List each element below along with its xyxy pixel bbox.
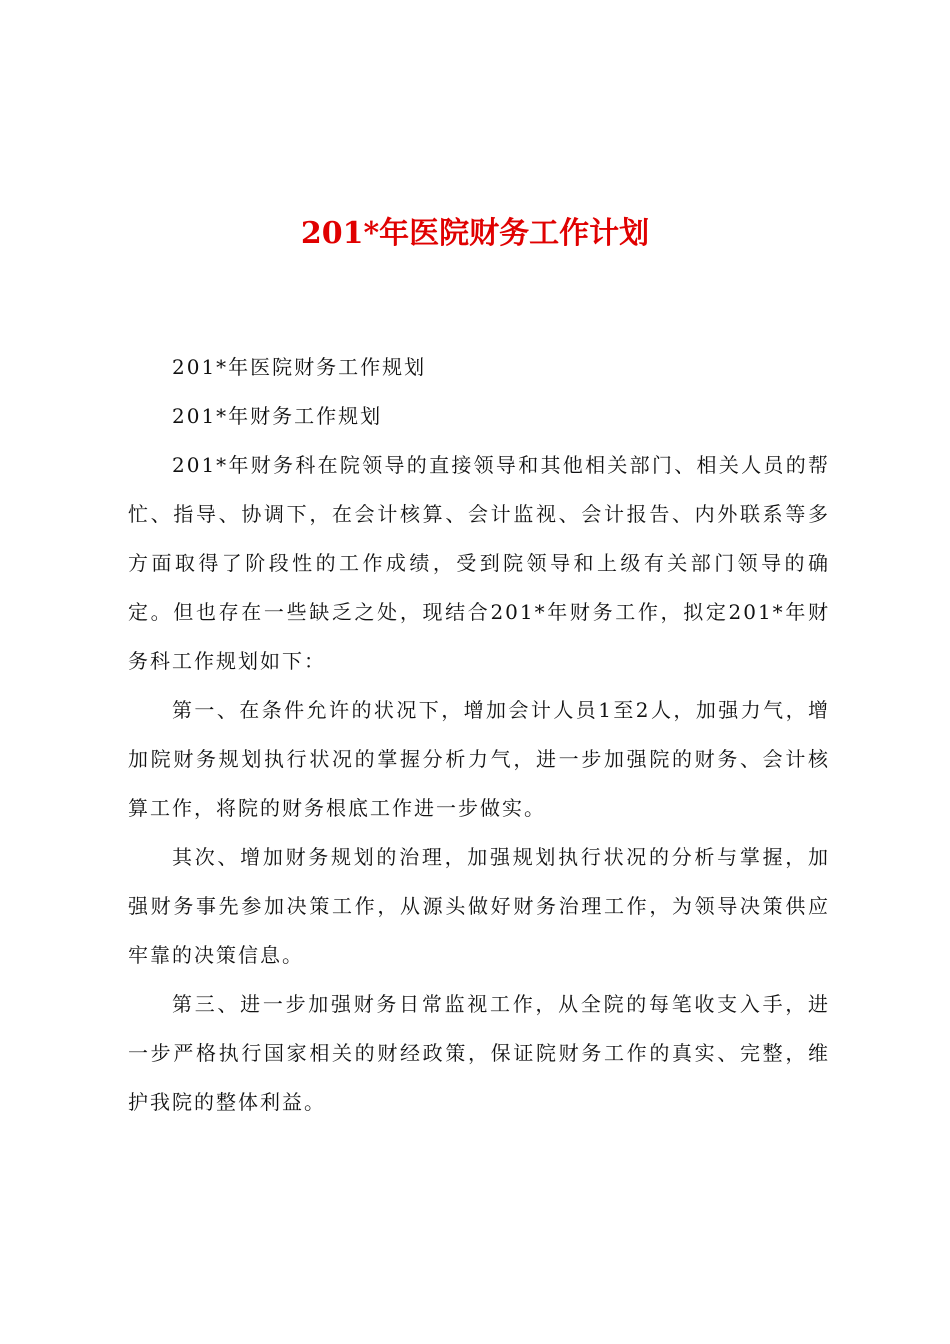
document-body [128, 343, 830, 1127]
paragraph-heading-1: 201*年医院财务工作规划 [172, 355, 427, 379]
paragraph-heading-2: 201*年财务工作规划 [172, 404, 383, 428]
paragraph-item-3: 第三、进一步加强财务日常监视工作，从全院的每笔收支入手，进一步严格执行国家相关的财经政策，保证院财务工作的真实、完整，维护我院的整体利益。 [128, 992, 830, 1114]
paragraph-item-2: 其次、增加财务规划的治理，加强规划执行状况的分析与掌握，加强财务事先参加决策工作，从源头做好财务治理工作，为领导决策供应牢靠的决策信息。 [128, 845, 830, 967]
paragraph-intro: 201*年财务科在院领导的直接领导和其他相关部门、相关人员的帮忙、指导、协调下，在会计核算、会计监视、会计报告、内外联系等多方面取得了阶段性的工作成绩，受到院领导和上级有关部门领导的确定。但也存在一些缺乏之处，现结合201*年财务工作，拟定201*年财务科工作规划如下： [128, 453, 830, 673]
paragraph-item-1: 第一、在条件允许的状况下，增加会计人员1至2人，加强力气，增加院财务规划执行状况的掌握分析力气，进一步加强院的财务、会计核算工作，将院的财务根底工作进一步做实。 [128, 698, 830, 820]
document-title: 201*年医院财务工作计划 [300, 216, 650, 251]
